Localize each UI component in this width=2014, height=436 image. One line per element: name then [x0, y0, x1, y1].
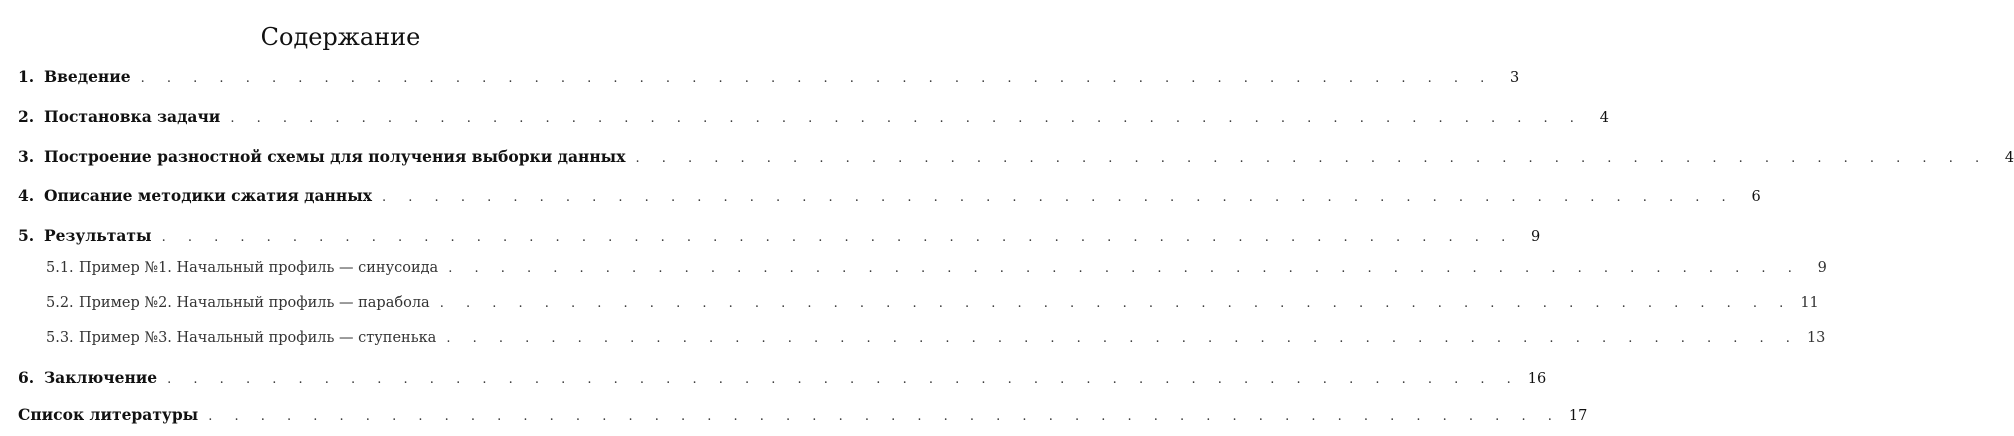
toc-leader-dots: . . . . . . . . . . . . . . . . . . . . . . . . . . . . . . . . . . . . . . . . . . . . . . . . . . . . [439, 296, 1793, 311]
toc-entry-number: 6. [18, 368, 35, 387]
toc-entry-introduction[interactable] [18, 67, 1520, 89]
toc-entry-page: 6 [1751, 189, 1761, 205]
toc-entry-number: 5.2. [46, 295, 74, 311]
toc-entry-label: Список литературы [18, 405, 199, 424]
toc-entry-page: 9 [1817, 260, 1827, 276]
toc-leader-dots: . . . . . . . . . . . . . . . . . . . . . . . . . . . . . . . . . . . . . . . . . . . . . . . . . . . . [448, 261, 1801, 276]
toc-entry-page: 11 [1800, 295, 1819, 311]
toc-entry-number: 5. [18, 226, 35, 245]
toc-entry-conclusion[interactable] [18, 368, 1547, 390]
toc-entry-label: Пример №3. Начальный профиль — ступенька [79, 330, 437, 346]
toc-entry-example-1[interactable] [46, 260, 1827, 282]
toc-entry-page: 16 [1527, 371, 1547, 387]
toc-entry-difference-scheme[interactable] [18, 147, 2014, 169]
toc-entry-label: Заключение [44, 368, 158, 387]
toc-entry-results[interactable] [18, 226, 1541, 248]
toc-leader-dots: . . . . . . . . . . . . . . . . . . . . . . . . . . . . . . . . . . . . . . . . . . . . . . . . . . . . [382, 190, 1735, 205]
toc-leader-dots: . . . . . . . . . . . . . . . . . . . . . . . . . . . . . . . . . . . . . . . . . . . . . . . . . . . . [140, 71, 1494, 86]
page-title: Содержание [260, 23, 421, 52]
toc-entry-page: 17 [1568, 408, 1588, 424]
toc-leader-dots: . . . . . . . . . . . . . . . . . . . . . . . . . . . . . . . . . . . . . . . . . . . . . . . . . . . . [230, 111, 1583, 126]
toc-entry-compression-method[interactable] [18, 186, 1761, 208]
toc-leader-dots: . . . . . . . . . . . . . . . . . . . . . . . . . . . . . . . . . . . . . . . . . . . . . . . . . . . . [161, 230, 1515, 245]
toc-leader-dots: . . . . . . . . . . . . . . . . . . . . . . . . . . . . . . . . . . . . . . . . . . . . . . . . . . . . [167, 372, 1520, 387]
toc-leader-dots: . . . . . . . . . . . . . . . . . . . . . . . . . . . . . . . . . . . . . . . . . . . . . . . . . . . . [635, 151, 1989, 166]
toc-entry-label: Пример №1. Начальный профиль — синусоида [79, 260, 439, 276]
toc-entry-number: 3. [18, 147, 35, 166]
toc-entry-label: Результаты [44, 226, 152, 245]
toc-entry-references[interactable] [18, 405, 1588, 427]
toc-entry-label: Постановка задачи [44, 107, 221, 126]
toc-entry-label: Описание методики сжатия данных [44, 186, 373, 205]
toc-entry-page: 4 [1599, 110, 1609, 126]
toc-entry-page: 9 [1530, 229, 1541, 245]
toc-entry-page: 13 [1806, 330, 1826, 346]
toc-entry-example-3[interactable] [46, 330, 1826, 352]
toc-entry-number: 5.3. [46, 330, 74, 346]
toc-entry-example-2[interactable] [46, 295, 1819, 317]
toc-entry-label: Построение разностной схемы для получения выборки данных [44, 147, 626, 166]
toc-entry-label: Пример №2. Начальный профиль — парабола [79, 295, 430, 311]
toc-entry-label: Введение [44, 67, 131, 86]
toc-entry-number: 2. [18, 107, 35, 126]
toc-entry-problem-statement[interactable] [18, 107, 1609, 129]
toc-leader-dots: . . . . . . . . . . . . . . . . . . . . . . . . . . . . . . . . . . . . . . . . . . . . . . . . . . . . [446, 331, 1799, 346]
toc-leader-dots: . . . . . . . . . . . . . . . . . . . . . . . . . . . . . . . . . . . . . . . . . . . . . . . . . . . . [208, 409, 1561, 424]
toc-entry-number: 5.1. [46, 260, 74, 276]
toc-entry-page: 4 [2004, 150, 2014, 166]
toc-entry-number: 4. [18, 186, 35, 205]
toc-entry-number: 1. [18, 67, 35, 86]
toc-entry-page: 3 [1510, 70, 1520, 86]
